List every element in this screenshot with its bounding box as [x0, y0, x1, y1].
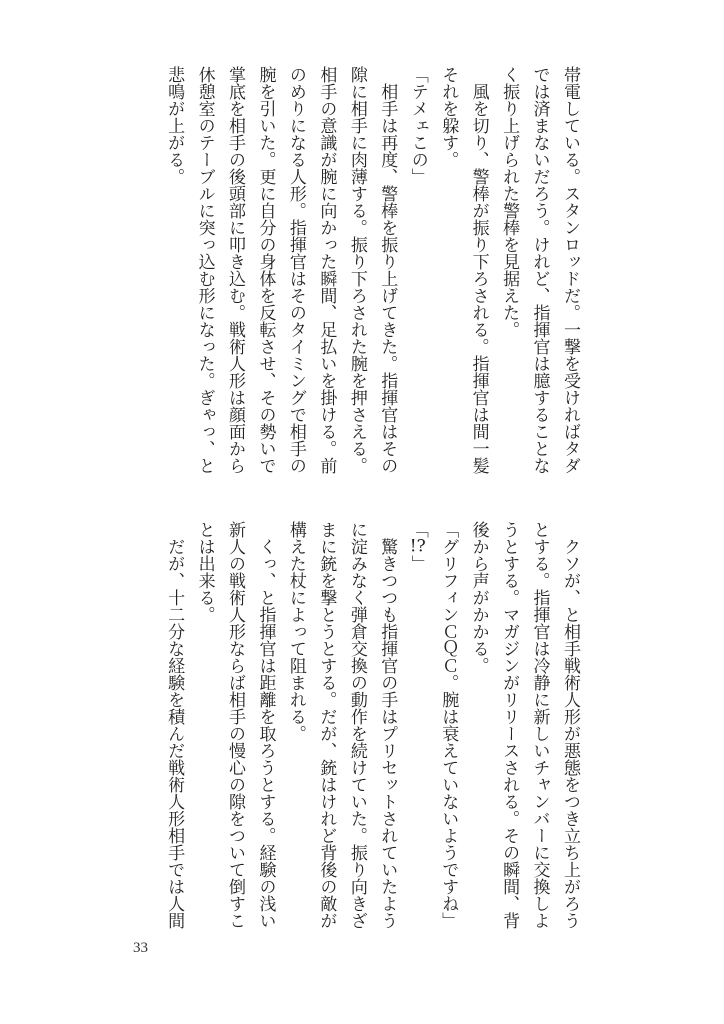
text-column: だが、十二分な経験を積んだ戦術人形相手では人間	[164, 521, 185, 929]
page-number: 33	[133, 940, 148, 956]
text-column: とは出来る。	[194, 521, 215, 623]
text-column: 驚きつつも指揮官の手はプリセットされていたよう	[377, 521, 398, 929]
text-column: 構えた杖によって阻まれる。	[285, 521, 306, 742]
text-column: 新人の戦術人形ならば相手の慢心の隙をついて倒すこ	[225, 521, 246, 929]
lower-text-block	[158, 521, 585, 929]
dialogue-column	[402, 521, 432, 929]
text-column: 後から声がかかる。	[468, 521, 489, 674]
text-column: では済まないだろう。けれど、指揮官は臆することな	[529, 66, 550, 474]
open-quote: 「	[407, 521, 428, 538]
text-column: くっ、と指揮官は距離を取ろうとする。経験の浅い	[255, 521, 276, 929]
exclamation-question-mark: !?	[409, 538, 426, 555]
text-column: 悲鳴が上がる。	[164, 66, 185, 185]
text-column: 帯電している。スタンロッドだ。一撃を受ければタダ	[560, 66, 580, 474]
text-column: 腕を引いた。更に自分の身体を反転させ、その勢いで	[255, 66, 276, 474]
dialogue-column: 「テメェこの」	[407, 66, 428, 185]
text-column: 相手の意識が腕に向かった瞬間、足払いを掛ける。前	[316, 66, 337, 474]
text-column: のめりになる人形。指揮官はそのタイミングで相手の	[285, 66, 306, 474]
text-column: それを躱す。	[438, 66, 459, 168]
text-column: に淀みなく弾倉交換の動作を続けていた。振り向きざ	[346, 521, 367, 929]
text-column: とする。指揮官は冷静に新しいチャンバーに交換しよ	[529, 521, 550, 929]
text-column: 掌底を相手の後頭部に叩き込む。戦術人形は顔面から	[225, 66, 246, 474]
upper-text-block	[158, 66, 585, 474]
dialogue-column: 「グリフィンＣＱＣ。腕は衰えていないようですね」	[438, 521, 459, 929]
text-column: クソが、と相手戦術人形が悪態をつき立ち上がろう	[560, 521, 580, 929]
text-column: 相手は再度、警棒を振り上げてきた。指揮官はその	[377, 66, 398, 474]
close-quote: 」	[407, 555, 428, 572]
text-column: 風を切り、警棒が振り下ろされる。指揮官は間一髪	[468, 66, 489, 474]
text-column: く振り上げられた警棒を見据えた。	[499, 66, 520, 338]
text-column: 隙に相手に肉薄する。振り下ろされた腕を押さえる。	[346, 66, 367, 474]
text-column: まに銃を撃とうとする。だが、銃はけれど背後の敵が	[316, 521, 337, 929]
text-column: うとする。マガジンがリリースされる。その瞬間、背	[499, 521, 520, 929]
text-column: 休憩室のテーブルに突っ込む形になった。ぎゃっ、と	[194, 66, 215, 474]
